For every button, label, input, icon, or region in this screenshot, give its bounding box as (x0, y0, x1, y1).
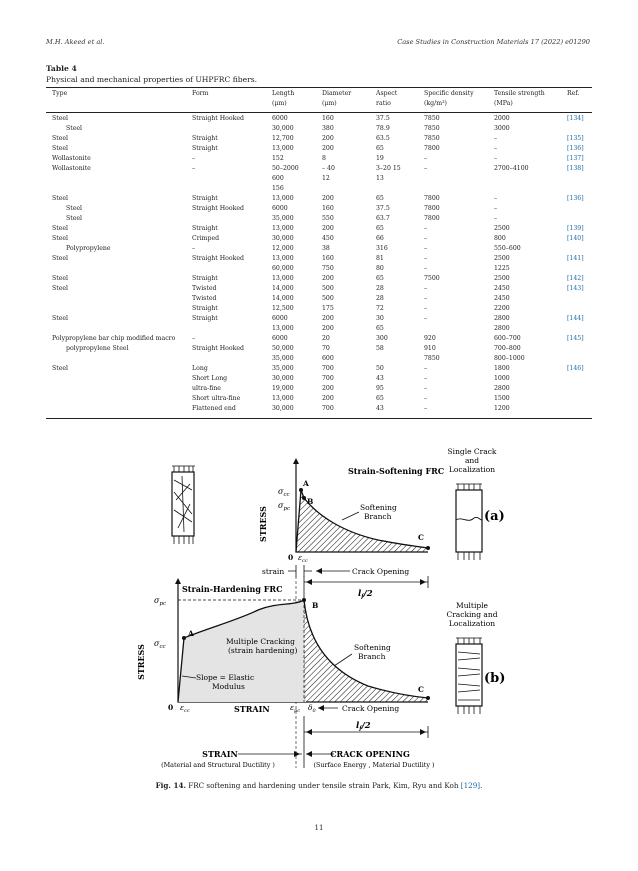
running-header-authors: M.H. Akeed et al. (46, 38, 105, 46)
table-cell: 35,000 (272, 365, 294, 372)
table-cell: – (494, 215, 498, 222)
table-row (0, 194, 638, 204)
table-cell: 35,000 (272, 355, 294, 362)
table-cell: 700 (322, 405, 334, 412)
table-cell: 700 (322, 375, 334, 382)
reference-link[interactable]: [142] (567, 275, 584, 282)
table-cell: Wollastonite (52, 155, 91, 162)
softening-branch-label-b: Softening Branch (354, 643, 391, 661)
svg-text:0: 0 (168, 703, 174, 712)
figure-caption: Fig. 14. FRC softening and hardening under tensile strain Park, Kim, Ryu and Koh [129]. (155, 781, 483, 790)
table-row (0, 354, 638, 364)
table-bottom-rule (46, 418, 592, 419)
table-cell: 2450 (494, 295, 510, 302)
table-cell: 19,000 (272, 385, 294, 392)
table-cell: 35,000 (272, 215, 294, 222)
figure-frc-softening-hardening (138, 440, 510, 770)
table-cell: Steel (52, 235, 69, 242)
point-a-label: A (303, 479, 309, 488)
table-cell: 81 (376, 255, 384, 262)
table-cell: 50 (376, 365, 384, 372)
svg-text:B: B (312, 601, 319, 610)
table-cell: – (424, 405, 428, 412)
table-cell: – (494, 145, 498, 152)
table-cell: 1500 (494, 395, 510, 402)
table-cell: – (424, 255, 428, 262)
table-cell: 63.7 (376, 215, 390, 222)
table-cell: – (494, 135, 498, 142)
table-cell: 30,000 (272, 405, 294, 412)
table-cell: 550–600 (494, 245, 521, 252)
svg-text:lf/2: $l_f/2$ (358, 589, 373, 600)
table-cell: 13,000 (272, 195, 294, 202)
table-cell: 200 (322, 395, 334, 402)
svg-text:εcc: $\varepsilon_{cc}$ (180, 703, 190, 714)
table-cell: 500 (322, 295, 334, 302)
table-cell: 7850 (424, 115, 440, 122)
table-cell: 200 (322, 275, 334, 282)
table-cell: 2800 (494, 315, 510, 322)
table-cell: Polypropylene (66, 245, 111, 252)
table-cell: 200 (322, 145, 334, 152)
softening-title: Strain-Softening FRC (348, 466, 445, 476)
table-cell: 6000 (272, 205, 288, 212)
hardening-title: Strain-Hardening FRC (182, 584, 283, 594)
table-cell: Steel (52, 225, 69, 232)
table-cell: 50–2000 (272, 165, 299, 172)
table-cell: 12,700 (272, 135, 294, 142)
table-cell: 600 (272, 175, 284, 182)
table-cell: 50,000 (272, 345, 294, 352)
table-row (0, 314, 638, 324)
table-cell: Steel (52, 145, 69, 152)
strain-axis-label-b: STRAIN (234, 704, 270, 714)
table-cell: – (424, 225, 428, 232)
table-cell: Steel (52, 255, 69, 262)
table-cell: 13,000 (272, 145, 294, 152)
table-cell: Steel (52, 135, 69, 142)
table-cell: 200 (322, 315, 334, 322)
table-cell: 7850 (424, 125, 440, 132)
reference-link[interactable]: [146] (567, 365, 584, 372)
bottom-strain-note: (Material and Structural Ductility ) (161, 761, 275, 769)
reference-link[interactable]: [135] (567, 135, 584, 142)
figure-caption-label: Fig. 14. (155, 781, 186, 790)
table-cell: 13 (376, 175, 384, 182)
table-cell: – 40 (322, 165, 335, 172)
table-cell: 6000 (272, 115, 288, 122)
reference-link[interactable]: [136] (567, 195, 584, 202)
table-cell: 30 (376, 315, 384, 322)
reference-link[interactable]: [144] (567, 315, 584, 322)
table-cell: Straight (192, 275, 218, 282)
table-cell: 3–20 15 (376, 165, 401, 172)
softening-branch-label-a: Softening Branch (360, 503, 397, 521)
table-cell: 450 (322, 235, 334, 242)
table-cell: – (424, 235, 428, 242)
table-cell: 37.5 (376, 115, 390, 122)
reference-link[interactable]: [137] (567, 155, 584, 162)
table-cell: Wollastonite (52, 165, 91, 172)
table-cell: 38 (322, 245, 330, 252)
table-row (0, 304, 638, 314)
table-cell: 72 (376, 305, 384, 312)
table-cell: 160 (322, 115, 334, 122)
table-row (0, 214, 638, 224)
table-cell: 95 (376, 385, 384, 392)
table-cell: Steel (52, 315, 69, 322)
bottom-strain-label: STRAIN (202, 749, 238, 759)
table-cell: Steel (52, 365, 69, 372)
table-cell: 63.5 (376, 135, 390, 142)
table-cell: 600–700 (494, 335, 521, 342)
table-cell: Crimped (192, 235, 220, 242)
svg-text:σcc: $\sigma_{cc}$ (278, 487, 290, 498)
stress-axis-label-b: STRESS (136, 644, 146, 680)
table-cell: 200 (322, 325, 334, 332)
table-cell: 30,000 (272, 125, 294, 132)
table-cell: 7800 (424, 195, 440, 202)
table-cell: – (424, 285, 428, 292)
table-cell: 2500 (494, 225, 510, 232)
table-cell: 80 (376, 265, 384, 272)
table-title: Table 4 (46, 64, 77, 73)
table-cell: Straight (192, 145, 218, 152)
table-row (0, 334, 638, 344)
table-cell: 65 (376, 195, 384, 202)
table-cell: 1800 (494, 365, 510, 372)
table-cell: 28 (376, 285, 384, 292)
table-cell: polypropylene Steel (66, 345, 129, 352)
table-cell: 550 (322, 215, 334, 222)
svg-text:Single CrackandLocalization: Single Crack and Localization (447, 447, 497, 474)
table-cell: 316 (376, 245, 388, 252)
table-cell: 19 (376, 155, 384, 162)
table-cell: 750 (322, 265, 334, 272)
svg-text:εpc: $\varepsilon_{pc}$ (290, 703, 301, 714)
table-cell: 200 (322, 195, 334, 202)
column-header: Tensile strength (MPa) (494, 90, 545, 107)
table-row (0, 324, 638, 334)
table-cell: 300 (376, 335, 388, 342)
table-cell: 28 (376, 295, 384, 302)
figure-caption-ref[interactable]: [129] (460, 781, 481, 790)
table-cell: Twisted (192, 295, 217, 302)
table-cell: 12,000 (272, 245, 294, 252)
table-row (0, 254, 638, 264)
table-cell: 920 (424, 335, 436, 342)
table-row (0, 154, 638, 164)
table-cell: 500 (322, 285, 334, 292)
table-cell: 200 (322, 225, 334, 232)
table-cell: – (424, 155, 428, 162)
table-cell: Straight Hooked (192, 205, 244, 212)
table-cell: ultra-fine (192, 385, 221, 392)
softening-area (296, 490, 428, 552)
table-cell: Flattened end (192, 405, 236, 412)
table-cell: 13,000 (272, 395, 294, 402)
svg-text:σpc: $\sigma_{pc}$ (154, 596, 167, 607)
table-cell: 800–1000 (494, 355, 525, 362)
table-header-rule (46, 112, 592, 113)
table-cell: 7850 (424, 135, 440, 142)
table-row (0, 344, 638, 354)
table-top-rule (46, 87, 592, 88)
table-cell: 12 (322, 175, 330, 182)
table-cell: 20 (322, 335, 330, 342)
reference-link[interactable]: [138] (567, 165, 584, 172)
table-cell: 2800 (494, 385, 510, 392)
table-cell: 66 (376, 235, 384, 242)
table-cell: Steel (66, 125, 83, 132)
svg-text:A: A (188, 629, 194, 638)
table-cell: Short Long (192, 375, 228, 382)
table-cell: – (192, 155, 196, 162)
table-row (0, 394, 638, 404)
table-cell: 43 (376, 405, 384, 412)
table-cell: Steel (52, 285, 69, 292)
slope-label: Slope = Elastic Modulus (196, 673, 255, 691)
table-cell: 13,000 (272, 325, 294, 332)
table-cell: 7850 (424, 355, 440, 362)
table-cell: Straight Hooked (192, 345, 244, 352)
table-cell: 2700–4100 (494, 165, 529, 172)
table-cell: 30,000 (272, 375, 294, 382)
table-cell: Steel (52, 275, 69, 282)
table-cell: 65 (376, 395, 384, 402)
svg-text:δ0: $\delta_0$ (308, 703, 316, 714)
table-cell: 30,000 (272, 235, 294, 242)
table-cell: Straight (192, 305, 218, 312)
point-c-label: C (418, 533, 424, 542)
table-cell: – (424, 395, 428, 402)
table-cell: – (192, 245, 196, 252)
table-cell: Straight (192, 135, 218, 142)
table-cell: – (494, 205, 498, 212)
table-cell: Twisted (192, 285, 217, 292)
table-cell: Steel (66, 215, 83, 222)
table-cell: 1225 (494, 265, 510, 272)
figure-caption-text: FRC softening and hardening under tensile strain Park, Kim, Ryu and Koh (188, 781, 459, 790)
table-row (0, 204, 638, 214)
reference-link[interactable]: [143] (567, 285, 584, 292)
reference-link[interactable]: [140] (567, 235, 584, 242)
table-row (0, 144, 638, 154)
table-cell: 58 (376, 345, 384, 352)
table-cell: 37.5 (376, 205, 390, 212)
table-cell: Polypropylene bar chip modified macro (52, 335, 176, 342)
point-b-label: B (307, 497, 314, 506)
table-cell: – (424, 315, 428, 322)
reference-link[interactable]: [139] (567, 225, 584, 232)
table-cell: – (494, 195, 498, 202)
table-cell: 6000 (272, 335, 288, 342)
label-b: (b) (484, 671, 506, 686)
reference-link[interactable]: [141] (567, 255, 584, 262)
table-cell: 700 (322, 365, 334, 372)
column-header: Diameter (μm) (322, 90, 352, 107)
strain-label-small: strain (262, 567, 285, 576)
table-row (0, 224, 638, 234)
table-cell: 800 (494, 235, 506, 242)
table-cell: 3000 (494, 125, 510, 132)
bottom-crack-note: (Surface Energy , Material Ductility ) (313, 761, 435, 769)
table-cell: 152 (272, 155, 284, 162)
table-cell: 156 (272, 185, 284, 192)
svg-text:σpc: $\sigma_{pc}$ (278, 501, 291, 512)
table-row (0, 234, 638, 244)
table-cell: 175 (322, 305, 334, 312)
page-number: 11 (314, 824, 324, 832)
table-row (0, 134, 638, 144)
table-cell: – (424, 165, 428, 172)
table-cell: – (424, 375, 428, 382)
table-cell: 7800 (424, 205, 440, 212)
table-cell: Straight Hooked (192, 255, 244, 262)
table-cell: 7500 (424, 275, 440, 282)
column-header: Type (52, 90, 68, 97)
table-cell: 200 (322, 385, 334, 392)
table-row (0, 174, 638, 184)
svg-text:MultipleCracking andLocalizati: Multiple Cracking and Localization (446, 601, 498, 628)
table-cell: 160 (322, 255, 334, 262)
table-row (0, 374, 638, 384)
table-cell: Long (192, 365, 208, 372)
table-cell: 2000 (494, 115, 510, 122)
running-header-journal: Case Studies in Construction Materials 17 (2022) e01290 (397, 38, 590, 46)
table-cell: Short ultra-fine (192, 395, 241, 402)
svg-text:0: 0 (288, 553, 294, 562)
table-cell: 600 (322, 355, 334, 362)
reference-link[interactable]: [145] (567, 335, 584, 342)
column-header: Aspect ratio (376, 90, 398, 107)
table-cell: Steel (66, 205, 83, 212)
svg-text:C: C (418, 685, 424, 694)
column-header: Length (μm) (272, 90, 295, 107)
table-row (0, 244, 638, 254)
table-cell: 1200 (494, 405, 510, 412)
table-cell: 65 (376, 145, 384, 152)
table-cell: – (424, 295, 428, 302)
table-cell: 13,000 (272, 225, 294, 232)
table-row (0, 274, 638, 284)
table-cell: 700–800 (494, 345, 521, 352)
stress-axis-label-a: STRESS (258, 506, 268, 542)
table-row (0, 184, 638, 194)
table-cell: 60,000 (272, 265, 294, 272)
table-cell: 65 (376, 275, 384, 282)
bottom-crack-opening-label: CRACK OPENING (330, 749, 410, 759)
svg-text:εcc: $\varepsilon_{cc}$ (298, 553, 308, 564)
table-row (0, 264, 638, 274)
table-cell: 2500 (494, 255, 510, 262)
svg-text:σcc: $\sigma_{cc}$ (154, 639, 166, 650)
table-cell: – (424, 365, 428, 372)
table-cell: 65 (376, 225, 384, 232)
table-row (0, 294, 638, 304)
table-cell: 2200 (494, 305, 510, 312)
table-row (0, 404, 638, 414)
table-cell: – (192, 165, 196, 172)
table-cell: 12,500 (272, 305, 294, 312)
table-row (0, 114, 638, 124)
crack-opening-label-a: Crack Opening (352, 567, 410, 576)
table-subtitle: Physical and mechanical properties of UHPFRC fibers. (46, 75, 258, 84)
table-row (0, 384, 638, 394)
table-cell: Steel (52, 195, 69, 202)
svg-text:lf/2: $l_f/2$ (356, 721, 371, 732)
table-cell: 65 (376, 325, 384, 332)
table-cell: 160 (322, 205, 334, 212)
table-row (0, 124, 638, 134)
column-header: Form (192, 90, 209, 97)
reference-link[interactable]: [134] (567, 115, 584, 122)
table-cell: Straight (192, 195, 218, 202)
table-cell: 14,000 (272, 285, 294, 292)
table-cell: 7800 (424, 215, 440, 222)
table-cell: 13,000 (272, 275, 294, 282)
table-row (0, 284, 638, 294)
table-cell: – (424, 385, 428, 392)
table-cell: 78.9 (376, 125, 390, 132)
table-row (0, 164, 638, 174)
table-cell: – (424, 265, 428, 272)
table-cell: 200 (322, 135, 334, 142)
label-a: (a) (484, 509, 505, 524)
table-cell: 2450 (494, 285, 510, 292)
table-cell: 1000 (494, 375, 510, 382)
table-cell: – (192, 335, 196, 342)
table-cell: 70 (322, 345, 330, 352)
multiple-cracking-icon (446, 601, 497, 714)
column-header: Ref. (567, 90, 580, 97)
table-cell: Straight Hooked (192, 115, 244, 122)
table-cell: 13,000 (272, 255, 294, 262)
table-cell: 14,000 (272, 295, 294, 302)
table-cell: – (424, 245, 428, 252)
single-crack-icon (448, 447, 497, 560)
table-cell: 6000 (272, 315, 288, 322)
table-cell: 380 (322, 125, 334, 132)
specimen-left-icon (172, 466, 195, 544)
table-cell: 8 (322, 155, 326, 162)
table-cell: Steel (52, 115, 69, 122)
table-cell: 2500 (494, 275, 510, 282)
table-cell: – (494, 155, 498, 162)
table-cell: – (424, 305, 428, 312)
table-cell: 43 (376, 375, 384, 382)
crack-opening-label-b: Crack Opening (342, 704, 400, 713)
table-cell: 2800 (494, 325, 510, 332)
column-header: Specific density (kg/m³) (424, 90, 474, 107)
table-cell: 7800 (424, 145, 440, 152)
table-row (0, 364, 638, 374)
table-cell: Straight (192, 315, 218, 322)
table-cell: Straight (192, 225, 218, 232)
reference-link[interactable]: [136] (567, 145, 584, 152)
multiple-cracking-label: Multiple Cracking (strain hardening) (226, 637, 298, 655)
table-cell: 910 (424, 345, 436, 352)
